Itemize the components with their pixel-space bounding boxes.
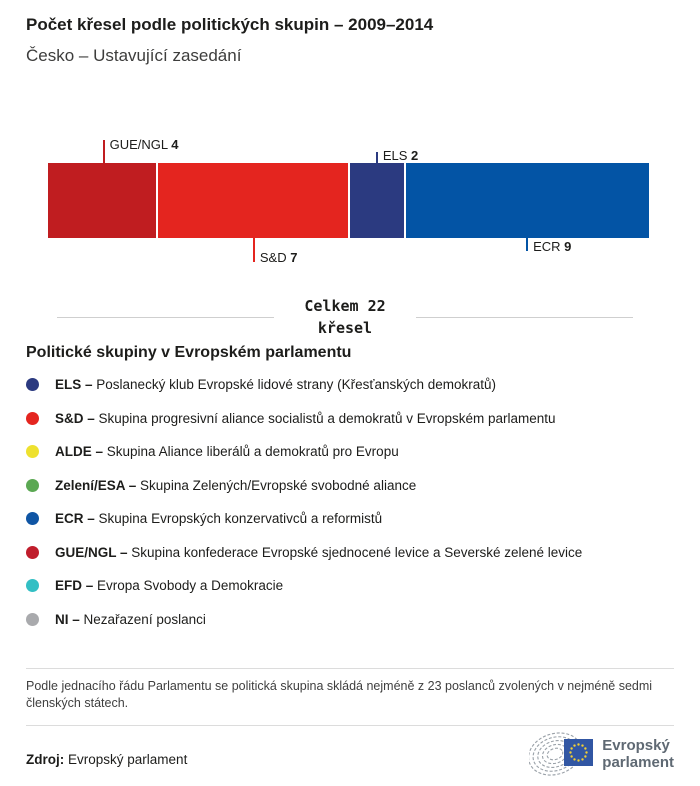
total-seats-line1: Celkem 22 <box>304 297 386 315</box>
eu-flag-icon <box>564 739 593 766</box>
legend-desc: Skupina Evropských konzervativců a reformistů <box>98 511 383 527</box>
source-label: Zdroj: <box>26 752 65 767</box>
total-seats-row <box>57 295 633 339</box>
legend-item-text <box>55 477 416 494</box>
seats-chart <box>48 137 649 265</box>
legend-item-ecr <box>26 502 674 536</box>
legend-color-dot <box>26 613 39 626</box>
source-value: Evropský parlament <box>68 752 188 767</box>
legend-item-alde <box>26 435 674 469</box>
legend-item-gue-ngl <box>26 536 674 570</box>
page-title: Počet křesel podle politických skupin – 2009–2014 <box>26 15 434 34</box>
legend-color-dot <box>26 378 39 391</box>
tick-line <box>526 238 528 251</box>
ep-logo <box>529 731 674 777</box>
legend-item-text <box>55 611 206 628</box>
legend-desc: Nezařazení poslanci <box>83 611 206 627</box>
page-subtitle: Česko – Ustavující zasedání <box>26 46 242 65</box>
bar-segment-s-d[interactable] <box>158 163 347 238</box>
legend-item-text <box>55 577 283 594</box>
legend-desc: Evropa Svobody a Demokracie <box>97 578 284 594</box>
bar-label-text: ELS 2 <box>382 148 419 163</box>
legend-heading: Politické skupiny v Evropském parlamentu <box>26 344 352 361</box>
legend-color-dot <box>26 546 39 559</box>
source <box>26 752 187 767</box>
legend-desc: Skupina konfederace Evropské sjednocené levice a Severské zelené levice <box>131 544 583 560</box>
legend-list <box>26 368 674 636</box>
legend-abbr: EFD – <box>55 578 94 594</box>
legend-item-efd <box>26 569 674 603</box>
source-row <box>26 731 674 777</box>
footnote: Podle jednacího řádu Parlamentu se politická skupina skládá nejméně z 23 poslanců zvolených v nejméně sedmi členských státech. <box>26 679 653 710</box>
bar-label-s-d <box>253 238 298 265</box>
legend-item-text <box>55 443 399 460</box>
ep-logo-text <box>602 737 674 771</box>
bar-label-text: ECR 9 <box>533 239 572 254</box>
legend-abbr: Zelení/ESA – <box>55 477 137 493</box>
right-rule-line <box>416 317 633 318</box>
legend-item-els <box>26 368 674 402</box>
legend-color-dot <box>26 479 39 492</box>
legend-color-dot <box>26 445 39 458</box>
bar-segment-ecr[interactable] <box>406 163 649 238</box>
bar-label-text: GUE/NGL 4 <box>109 137 179 152</box>
legend-desc: Skupina Zelených/Evropské svobodné aliance <box>140 477 417 493</box>
legend-item-sd <box>26 402 674 436</box>
legend-color-dot <box>26 512 39 525</box>
legend-item-text <box>55 510 382 527</box>
legend-desc: Skupina Aliance liberálů a demokratů pro Evropu <box>106 444 399 460</box>
legend-item-text <box>55 376 496 393</box>
legend-color-dot <box>26 412 39 425</box>
ep-logo-line2: parlament <box>602 754 674 771</box>
bar-label-gue-ngl <box>103 137 179 163</box>
legend-desc: Skupina progresivní aliance socialistů a demokratů v Evropském parlamentu <box>98 410 556 426</box>
bar-label-text: S&D 7 <box>259 250 298 265</box>
total-seats-label <box>274 295 415 339</box>
legend-item-ni <box>26 603 674 637</box>
legend-abbr: GUE/NGL – <box>55 544 128 560</box>
bar-label-els <box>376 148 418 163</box>
divider-footnote-top <box>26 668 674 669</box>
legend-abbr: ELS – <box>55 377 93 393</box>
stacked-bar <box>48 163 649 238</box>
legend-desc: Poslanecký klub Evropské lidové strany (Křesťanských demokratů) <box>96 377 497 393</box>
tick-line <box>376 152 378 163</box>
bar-segment-gue-ngl[interactable] <box>48 163 156 238</box>
ep-hemicycle-icon <box>529 731 593 777</box>
legend-item-text <box>55 544 582 561</box>
legend-abbr: S&D – <box>55 410 95 426</box>
legend-item-text <box>55 410 556 427</box>
legend-abbr: ECR – <box>55 511 95 527</box>
divider-footnote-bottom <box>26 725 674 726</box>
legend-abbr: NI – <box>55 611 80 627</box>
legend-abbr: ALDE – <box>55 444 104 460</box>
left-rule-line <box>57 317 274 318</box>
legend-color-dot <box>26 579 39 592</box>
tick-line <box>103 140 105 163</box>
bar-label-ecr <box>526 238 571 254</box>
total-seats-line2: křesel <box>317 319 373 337</box>
legend-item-zeleni-esa <box>26 469 674 503</box>
ep-logo-line1: Evropský <box>602 737 670 754</box>
tick-line <box>253 238 255 262</box>
bar-segment-els[interactable] <box>350 163 404 238</box>
